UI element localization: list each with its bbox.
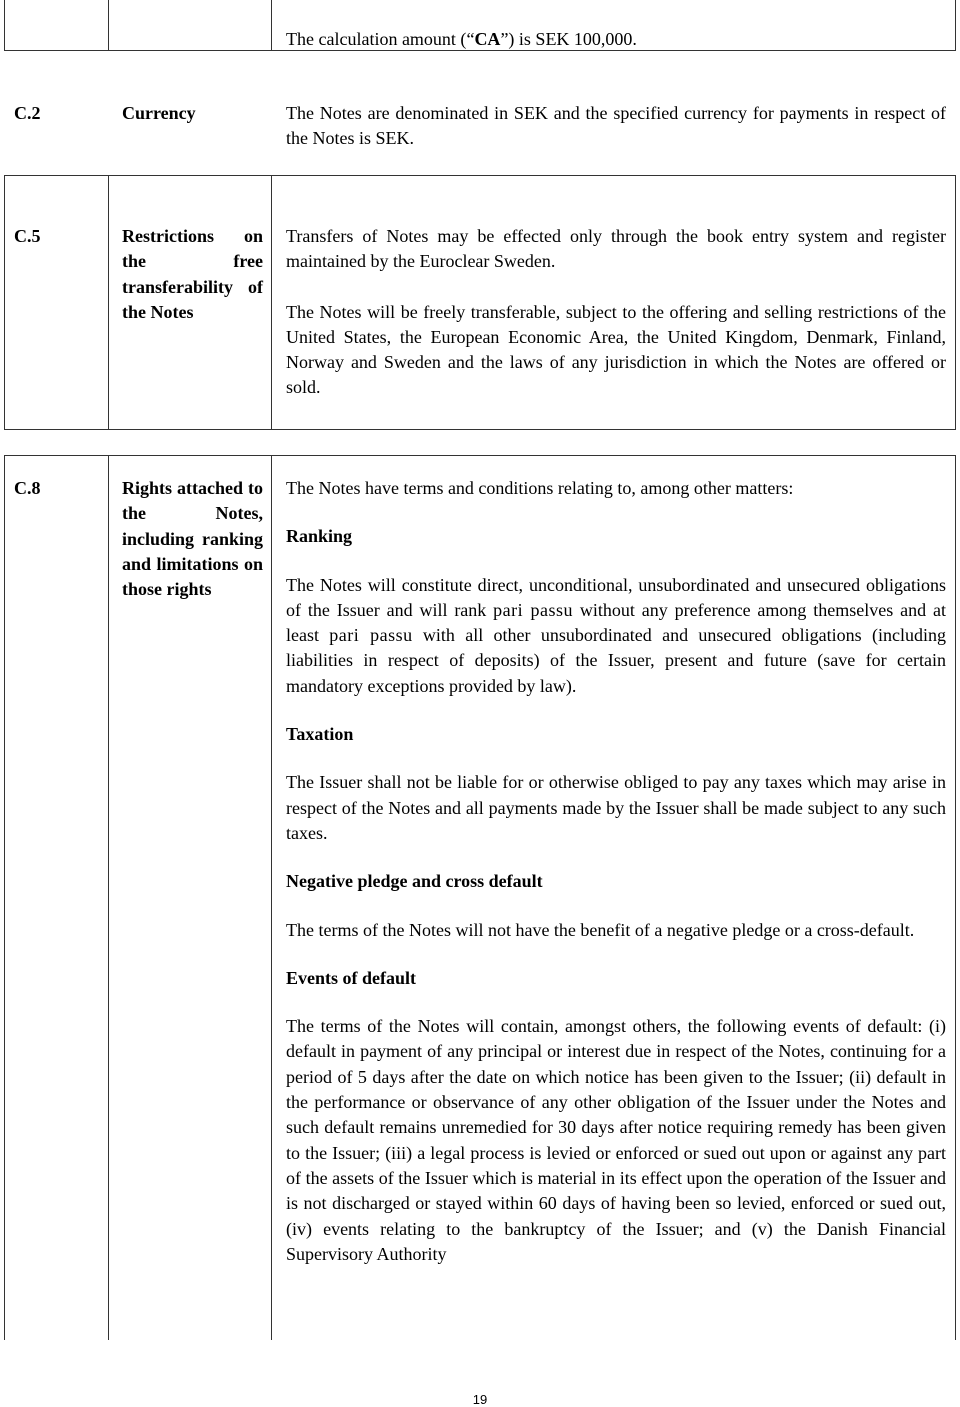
paragraph: The Notes will be freely transferable, subject to the offering and selling restrictions of the United States, the European Economic Area, the United Kingdom, Denmark, Finland, Norway and Sweden and the laws of any jurisdiction in which the Notes are offered or sold. [286,301,946,398]
table-border-right [955,455,956,1340]
section-body: The terms of the Notes will contain, amongst others, the following events of default: (i) default in payment of any principal or interest due in respect of the Notes, continuing for a period of 5 days after the date on which notice has been given to the Issuer; (ii) default in the performance or observance of any other obligation of the Issuer under the Notes and such default remains unremedied for 30 days after notice requiring remedy has been given to the Issuer; (iii) a legal process is levied or enforced or sued out upon or against any part of the assets of the Issuer which is material in its effect upon the operation of the Issuer and is not discharged or stayed within 60 days of having been so levied, enforced or sued out, (iv) events relating to the bankruptcy of the Issuer; and (v) the Danish Financial Supervisory Authority [286,1016,946,1264]
row-c5-text [286,224,946,401]
table-row-divider [4,175,956,176]
paragraph: The calculation amount (“CA”) is SEK 100,000. [286,29,637,49]
section-heading: Negative pledge and cross default [286,871,543,892]
section-heading: Taxation [286,724,354,745]
row-c8-text [286,476,946,1267]
section-body: The terms of the Notes will not have the benefit of a negative pledge or a cross-default. [286,919,915,940]
row-c2-number: C.2 [14,103,41,123]
table-border-col1 [108,0,109,50]
table-border-left [4,175,5,429]
table-border-left [4,0,5,50]
row-c8-number: C.8 [14,478,41,498]
table-border-col1 [108,175,109,429]
table-border-right [955,0,956,50]
table-row-divider [4,429,956,430]
section-body: The Issuer shall not be liable for or otherwise obliged to pay any taxes which may arise in respect of the Notes and all payments made by the Issuer shall be made subject to any such taxes. [286,772,946,843]
page-number: 19 [472,1392,488,1407]
table-border-col2 [271,0,272,50]
row-ca-text [286,27,946,52]
paragraph: Transfers of Notes may be effected only through the book entry system and register maintained by the Euroclear Sweden. [286,226,946,272]
table-border-col2 [271,175,272,429]
row-c5-number: C.5 [14,226,41,246]
row-c2-title: Currency [122,103,196,123]
table-row-divider [4,455,956,456]
paragraph: The Notes are denominated in SEK and the specified currency for payments in respect of the Notes is SEK. [286,103,946,149]
table-border-left [4,455,5,1340]
section-heading: Events of default [286,967,416,988]
row-c2-text [286,101,946,152]
table-border-col2 [271,455,272,1340]
section-heading: Ranking [286,526,353,547]
intro-paragraph: The Notes have terms and conditions relating to, among other matters: [286,478,794,498]
row-c8-title: Rights attached to the Notes, including ranking and limitations on those rights [122,478,263,600]
ca-term: CA [474,29,501,49]
section-body: The Notes will constitute direct, unconditional, unsubordinated and unsecured obligations of the Issuer and will rank pari passu without any preference among themselves and at least pari passu with all other unsubordinated and unsecured obligations (including liabilities in respect of deposits) of the Issuer, present and future (save for certain mandatory exceptions provided by law). [286,574,946,696]
row-c5-title: Restrictions on the free transferability of the Notes [122,226,263,322]
table-border-col1 [108,455,109,1340]
table-border-right [955,175,956,429]
